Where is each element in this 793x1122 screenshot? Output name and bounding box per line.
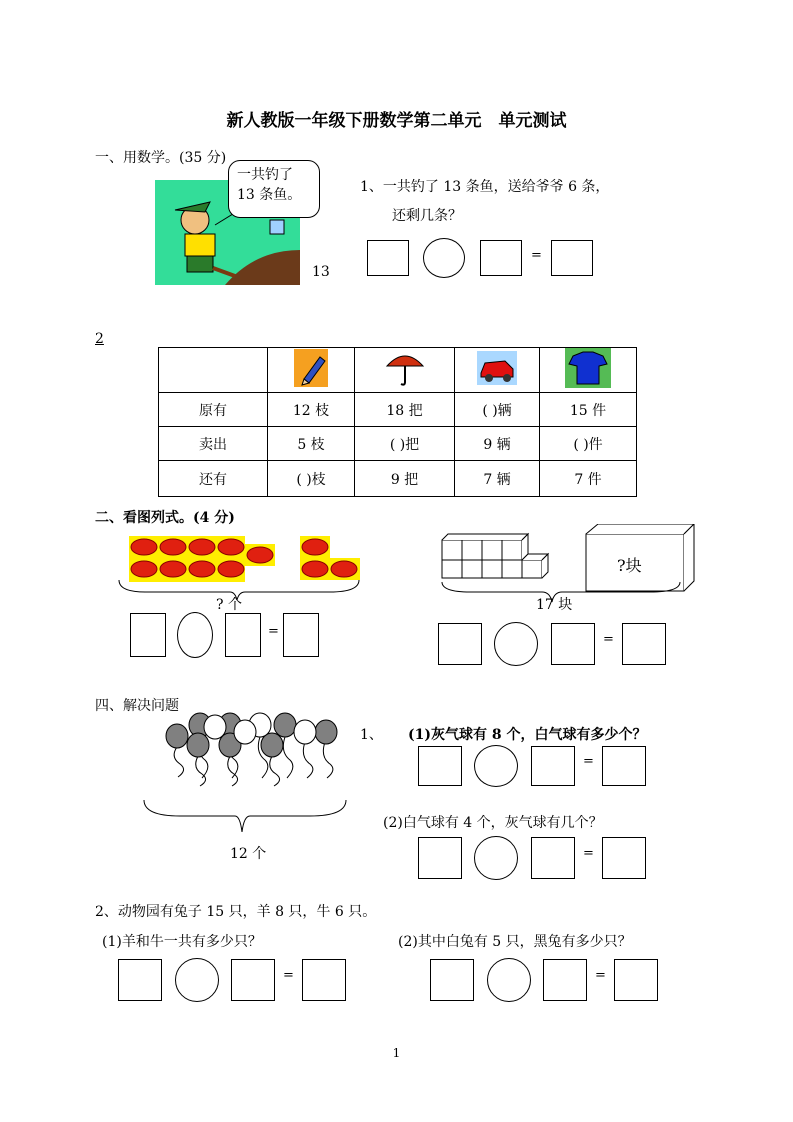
section-2-heading: 二、看图列式。(4 分) xyxy=(95,510,235,526)
answer-box[interactable] xyxy=(130,613,166,657)
apples-total-label: ? 个 xyxy=(216,597,242,613)
answer-box[interactable] xyxy=(302,959,346,1001)
operator-circle[interactable] xyxy=(474,745,518,787)
answer-box[interactable] xyxy=(551,623,595,665)
table-cell: 12 枝 xyxy=(268,393,355,427)
inventory-table xyxy=(158,347,637,497)
shirt-icon xyxy=(565,348,611,388)
table-cell: 18 把 xyxy=(355,393,455,427)
q1-line-2: 还剩几条？ xyxy=(392,208,462,224)
table-row xyxy=(159,427,637,461)
table-cell[interactable]: ( )件 xyxy=(540,427,637,461)
operator-circle[interactable] xyxy=(487,958,531,1002)
table-header-cell xyxy=(268,348,355,393)
q4-1b-text: (2)白气球有 4 个，灰气球有几个？ xyxy=(383,815,603,831)
table-cell: 15 件 xyxy=(540,393,637,427)
row-label: 还有 xyxy=(159,461,268,497)
table-cell: 7 件 xyxy=(540,461,637,497)
answer-box[interactable] xyxy=(614,959,658,1001)
q4-1-number: 1、 xyxy=(360,727,383,743)
table-cell[interactable]: ( )枝 xyxy=(268,461,355,497)
table-header-cell xyxy=(540,348,637,393)
answer-box[interactable] xyxy=(602,746,646,786)
answer-box[interactable] xyxy=(231,959,275,1001)
car-icon xyxy=(477,351,517,385)
pencil-icon xyxy=(294,349,328,387)
answer-box[interactable] xyxy=(602,837,646,879)
q4-1a-text: (1)灰气球有 8 个，白气球有多少个？ xyxy=(408,727,647,743)
answer-box[interactable] xyxy=(531,837,575,879)
answer-box[interactable] xyxy=(225,613,261,657)
answer-box[interactable] xyxy=(283,613,319,657)
table-corner-cell xyxy=(159,348,268,393)
blocks-total-label: 17 块 xyxy=(536,597,573,613)
table-row xyxy=(159,461,637,497)
answer-box[interactable] xyxy=(430,959,474,1001)
umbrella-icon xyxy=(383,350,427,386)
table-header-cell xyxy=(455,348,540,393)
answer-box[interactable] xyxy=(438,623,482,665)
answer-box[interactable] xyxy=(418,746,462,786)
answer-box[interactable] xyxy=(367,240,409,276)
page-title: 新人教版一年级下册数学第二单元 单元测试 xyxy=(226,111,567,131)
q4-2-text: 2、动物园有兔子 15 只，羊 8 只，牛 6 只。 xyxy=(95,904,377,920)
apples-picture xyxy=(115,534,375,614)
page-number: 1 xyxy=(392,1046,401,1060)
q1-line-1: 1、一共钓了 13 条鱼，送给爷爷 6 条， xyxy=(360,179,610,195)
bubble-line-2: 13 条鱼。 xyxy=(237,187,302,203)
operator-circle[interactable] xyxy=(177,612,213,658)
operator-circle[interactable] xyxy=(494,622,538,666)
table-cell: 5 枝 xyxy=(268,427,355,461)
equals-sign: = xyxy=(603,632,614,647)
table-header-cell xyxy=(355,348,455,393)
answer-box[interactable] xyxy=(531,746,575,786)
answer-box[interactable] xyxy=(543,959,587,1001)
operator-circle[interactable] xyxy=(474,836,518,880)
balloons-picture xyxy=(140,712,355,837)
table-cell: 9 把 xyxy=(355,461,455,497)
q2-label: 2 xyxy=(95,331,104,347)
answer-box[interactable] xyxy=(480,240,522,276)
answer-box[interactable] xyxy=(118,959,162,1001)
answer-box[interactable] xyxy=(551,240,593,276)
answer-box[interactable] xyxy=(418,837,462,879)
table-cell[interactable]: ( )把 xyxy=(355,427,455,461)
balloons-total-label: 12 个 xyxy=(230,846,267,862)
answer-box[interactable] xyxy=(622,623,666,665)
operator-circle[interactable] xyxy=(175,958,219,1002)
row-label: 卖出 xyxy=(159,427,268,461)
table-row xyxy=(159,393,637,427)
section-1-heading: 一、用数学。(35 分) xyxy=(95,150,227,166)
row-label: 原有 xyxy=(159,393,268,427)
q4-2b-text: (2)其中白兔有 5 只，黑兔有多少只？ xyxy=(398,934,632,950)
table-cell[interactable]: ( )辆 xyxy=(455,393,540,427)
equals-sign: = xyxy=(531,248,542,263)
speech-bubble xyxy=(228,160,320,218)
equals-sign: = xyxy=(268,624,279,639)
equals-sign: = xyxy=(583,846,594,861)
table-cell: 9 辆 xyxy=(455,427,540,461)
equals-sign: = xyxy=(283,968,294,983)
box-unknown-label: ?块 xyxy=(617,556,642,575)
equals-sign: = xyxy=(595,968,606,983)
fish-count-label: 13 xyxy=(312,264,330,280)
bubble-line-1: 一共钓了 xyxy=(237,167,293,183)
q4-2a-text: (1)羊和牛一共有多少只？ xyxy=(102,934,262,950)
table-cell: 7 辆 xyxy=(455,461,540,497)
equals-sign: = xyxy=(583,754,594,769)
section-4-heading: 四、解决问题 xyxy=(95,698,179,714)
operator-circle[interactable] xyxy=(423,238,465,278)
